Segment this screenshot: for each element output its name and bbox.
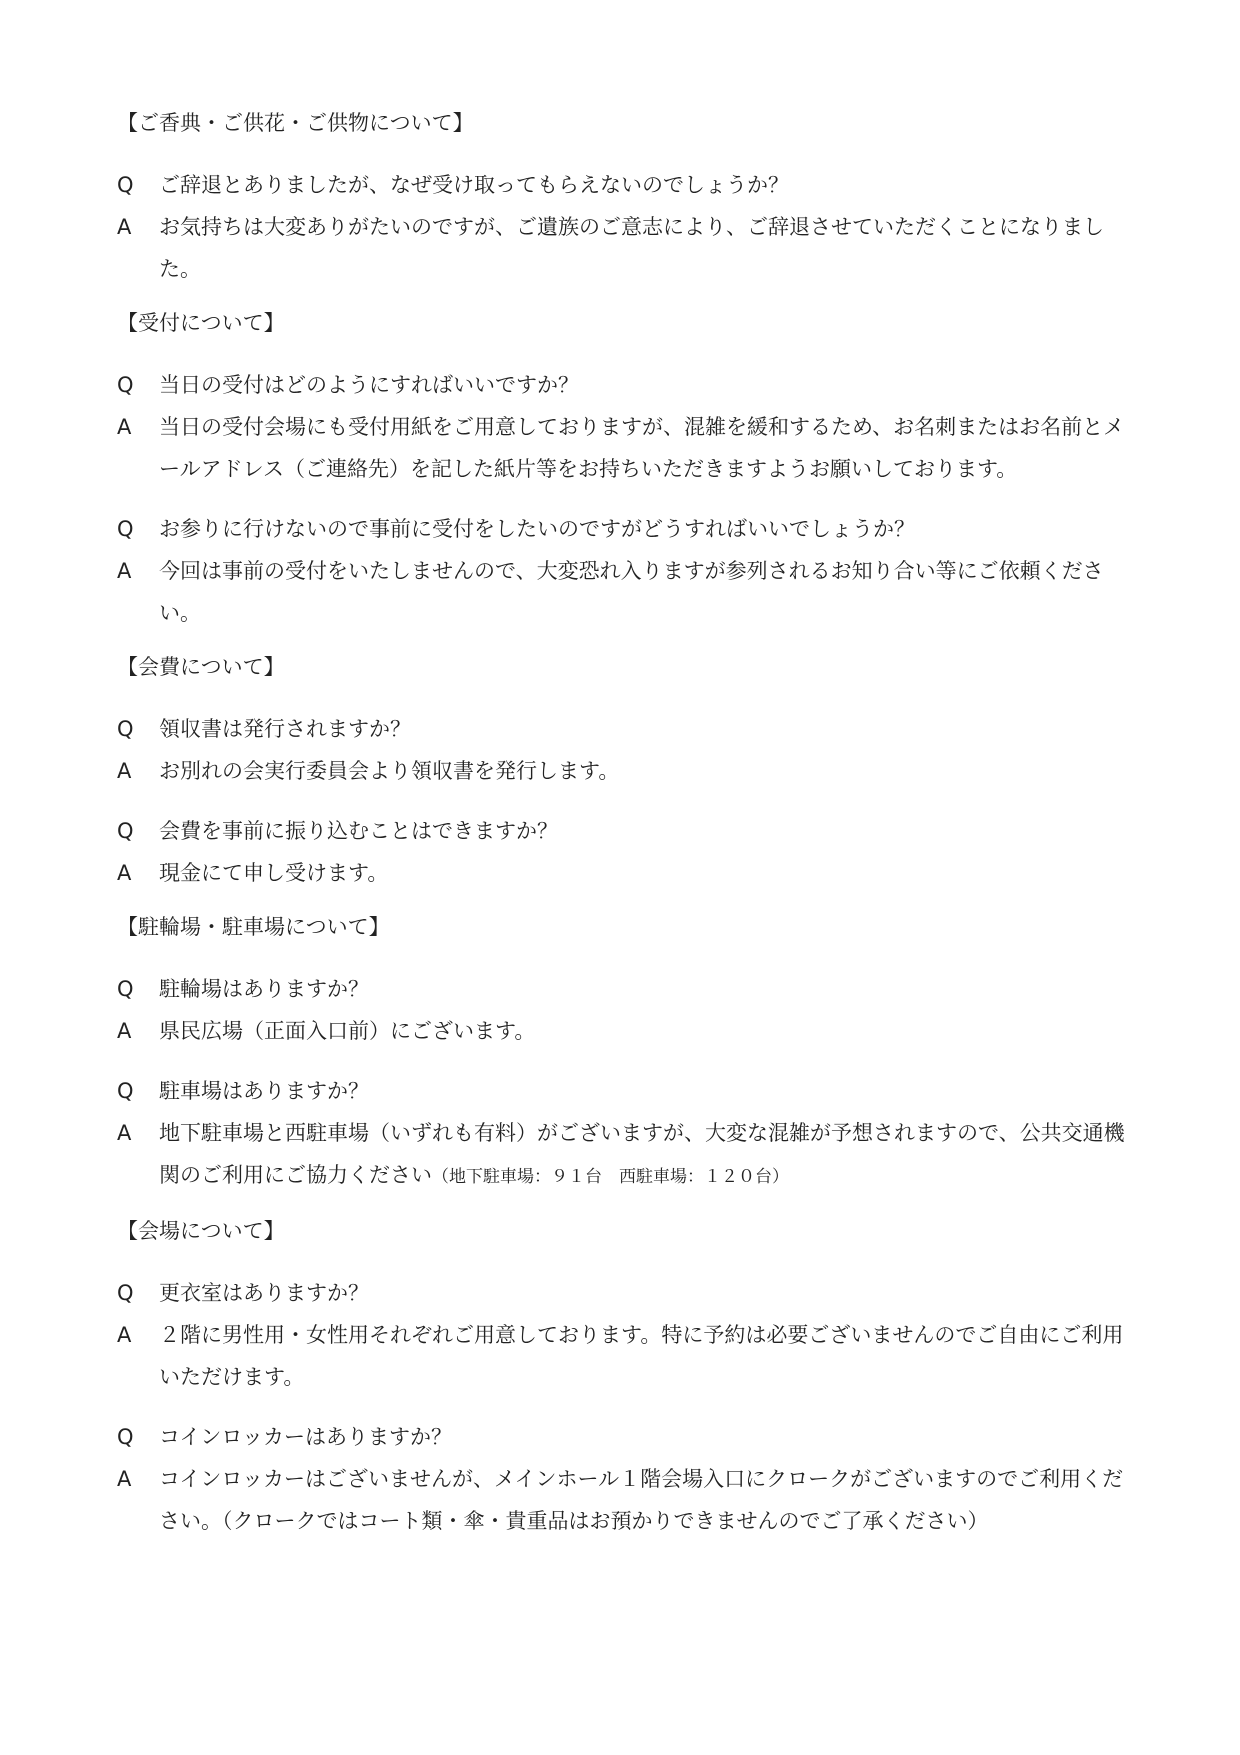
question-label: Q (117, 819, 134, 843)
question-label: Q (117, 717, 134, 741)
answer-main-text: 地下駐車場と西駐車場（いずれも有料）がございますが、大変な混雑が予想されますので、公共交通機関のご利用にご協力ください (159, 1121, 1125, 1187)
question-line (117, 508, 1137, 550)
answer-label: A (117, 1467, 132, 1491)
qa-item (117, 164, 1137, 290)
answer-text (159, 750, 1137, 792)
section-heading: 【受付について】 (117, 311, 285, 335)
answer-label: A (117, 1019, 132, 1043)
answer-text (159, 550, 1137, 634)
answer-label: A (117, 1323, 132, 1347)
answer-main-text: 県民広場（正面入口前）にございます。 (159, 1019, 536, 1043)
answer-label: A (117, 415, 132, 439)
question-text: 駐車場はありますか？ (159, 1079, 369, 1103)
answer-label: A (117, 215, 132, 239)
question-label: Q (117, 1079, 134, 1103)
answer-main-text: ２階に男性用・女性用それぞれご用意しております。特に予約は必要ございませんのでご自由にご利用いただけます。 (159, 1323, 1124, 1389)
section-heading: 【ご香典・ご供花・ご供物について】 (117, 111, 474, 135)
answer-text (159, 406, 1137, 490)
qa-item (117, 810, 1137, 894)
question-label: Q (117, 373, 134, 397)
answer-label: A (117, 1121, 132, 1145)
answer-line (117, 1112, 1137, 1198)
question-line (117, 164, 1137, 206)
qa-item (117, 968, 1137, 1052)
question-line (117, 968, 1137, 1010)
question-label: Q (117, 977, 134, 1001)
section-heading: 【会費について】 (117, 655, 285, 679)
answer-line (117, 1314, 1137, 1398)
section-heading: 【駐輪場・駐車場について】 (117, 915, 390, 939)
answer-text (159, 1314, 1137, 1398)
question-text: 更衣室はありますか？ (159, 1281, 369, 1305)
faq-document (117, 108, 1137, 1542)
qa-item (117, 1070, 1137, 1198)
question-text: ご辞退とありましたが、なぜ受け取ってもらえないのでしょうか？ (159, 173, 789, 197)
answer-main-text: お気持ちは大変ありがたいのですが、ご遺族のご意志により、ご辞退させていただくことになりました。 (159, 215, 1104, 281)
answer-label: A (117, 861, 132, 885)
answer-text (159, 852, 1137, 894)
answer-main-text: 今回は事前の受付をいたしませんので、大変恐れ入りますが参列されるお知り合い等にご依頼ください。 (159, 559, 1104, 625)
question-line (117, 364, 1137, 406)
question-label: Q (117, 1425, 134, 1449)
qa-item (117, 1272, 1137, 1398)
question-text: 駐輪場はありますか？ (159, 977, 369, 1001)
answer-line (117, 1010, 1137, 1052)
qa-item (117, 708, 1137, 792)
answer-line (117, 550, 1137, 634)
answer-line (117, 852, 1137, 894)
answer-main-text: コインロッカーはございませんが、メインホール１階会場入口にクロークがございますのでご利用ください。（クロークではコート類・傘・貴重品はお預かりできませんのでご了承ください） (159, 1467, 1124, 1533)
question-line (117, 1272, 1137, 1314)
answer-text (159, 1458, 1137, 1542)
answer-line (117, 750, 1137, 792)
answer-text (159, 1010, 1137, 1052)
answer-line (117, 406, 1137, 490)
answer-main-text: 現金にて申し受けます。 (159, 861, 389, 885)
question-text: 当日の受付はどのようにすればいいですか？ (159, 373, 579, 397)
answer-line (117, 1458, 1137, 1542)
question-label: Q (117, 517, 134, 541)
question-text: コインロッカーはありますか？ (159, 1425, 452, 1449)
question-label: Q (117, 173, 134, 197)
question-label: Q (117, 1281, 134, 1305)
section-heading: 【会場について】 (117, 1219, 285, 1243)
answer-note: （地下駐車場：９１台 西駐車場：１２０台） (432, 1167, 789, 1187)
question-line (117, 810, 1137, 852)
answer-main-text: お別れの会実行委員会より領収書を発行します。 (159, 759, 620, 783)
qa-item (117, 508, 1137, 634)
answer-main-text: 当日の受付会場にも受付用紙をご用意しておりますが、混雑を緩和するため、お名刺またはお名前とメールアドレス（ご連絡先）を記した紙片等をお持ちいただきますようお願いしております。 (159, 415, 1125, 481)
question-text: お参りに行けないので事前に受付をしたいのですがどうすればいいでしょうか？ (159, 517, 915, 541)
answer-label: A (117, 559, 132, 583)
qa-item (117, 1416, 1137, 1542)
answer-text (159, 1112, 1137, 1198)
question-line (117, 708, 1137, 750)
answer-line (117, 206, 1137, 290)
qa-item (117, 364, 1137, 490)
answer-text (159, 206, 1137, 290)
question-text: 会費を事前に振り込むことはできますか？ (159, 819, 558, 843)
question-line (117, 1416, 1137, 1458)
answer-label: A (117, 759, 132, 783)
question-text: 領収書は発行されますか？ (159, 717, 411, 741)
question-line (117, 1070, 1137, 1112)
